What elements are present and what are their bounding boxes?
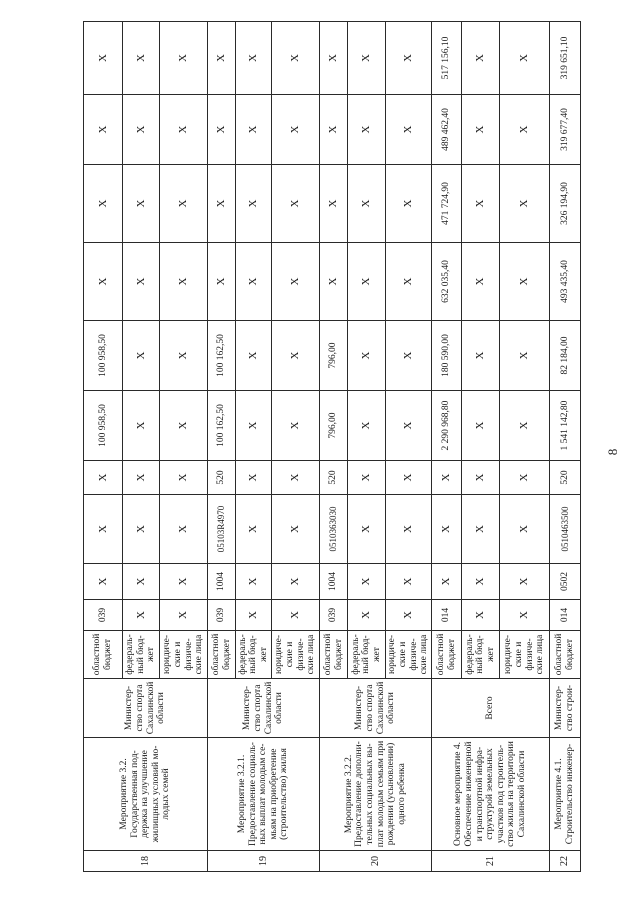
table-row bbox=[550, 22, 581, 872]
table-cell: X bbox=[272, 165, 320, 243]
table-cell: X bbox=[236, 391, 272, 461]
table-cell: 039 bbox=[84, 600, 123, 631]
table-cell: 0502 bbox=[550, 564, 581, 600]
table-cell: X bbox=[84, 495, 123, 564]
table-cell: X bbox=[348, 391, 386, 461]
table-cell: X bbox=[236, 95, 272, 165]
budget-table-frame bbox=[83, 22, 575, 872]
table-cell: X bbox=[462, 22, 500, 95]
table-cell: X bbox=[84, 22, 123, 95]
table-cell: 520 bbox=[320, 461, 348, 495]
table-cell: X bbox=[236, 243, 272, 321]
table-cell: X bbox=[386, 22, 432, 95]
funding-source: областной бюджет bbox=[208, 631, 236, 679]
table-cell: X bbox=[500, 243, 550, 321]
table-cell: X bbox=[236, 564, 272, 600]
funding-source: областной бюджет bbox=[320, 631, 348, 679]
table-row bbox=[208, 22, 236, 872]
table-cell: 100 162,50 bbox=[208, 391, 236, 461]
measure-name: Мероприятие 3.2. Государственная под-держка на улучшение жилищных условий мо-лодых семей bbox=[84, 738, 208, 851]
table-cell: X bbox=[500, 564, 550, 600]
table-cell: X bbox=[462, 495, 500, 564]
table-cell: 180 590,00 bbox=[432, 321, 462, 391]
table-cell: 520 bbox=[208, 461, 236, 495]
funding-source: федераль-ный бюд-жет bbox=[348, 631, 386, 679]
table-cell: X bbox=[160, 564, 208, 600]
measure-name: Мероприятие 4.1. Строительство инженер- bbox=[550, 738, 581, 851]
table-cell: 632 035,40 bbox=[432, 243, 462, 321]
funding-source: областной бюджет bbox=[84, 631, 123, 679]
table-cell: X bbox=[160, 165, 208, 243]
table-cell: X bbox=[272, 495, 320, 564]
table-cell: X bbox=[432, 564, 462, 600]
table-cell: X bbox=[84, 95, 123, 165]
table-cell: X bbox=[84, 461, 123, 495]
table-row bbox=[432, 22, 462, 872]
table-cell: X bbox=[160, 600, 208, 631]
table-cell: 100 958,50 bbox=[84, 321, 123, 391]
table-cell: X bbox=[123, 95, 160, 165]
table-cell: 039 bbox=[320, 600, 348, 631]
table-cell: 0510463500 bbox=[550, 495, 581, 564]
funding-source: федераль-ный бюд-жет bbox=[236, 631, 272, 679]
responsible-executor: Министер-ство спорта Сахалинской области bbox=[208, 679, 320, 738]
table-cell: X bbox=[208, 95, 236, 165]
funding-source: федераль-ный бюд-жет bbox=[462, 631, 500, 679]
measure-name: Мероприятие 3.2.1. Предоставление социаль-ных выплат молодым се-мьям на приобретение (строительство) жилья bbox=[208, 738, 320, 851]
table-cell: X bbox=[386, 95, 432, 165]
table-cell: X bbox=[236, 600, 272, 631]
table-cell: X bbox=[123, 600, 160, 631]
funding-source: юридиче-ские и физиче-ские лица bbox=[500, 631, 550, 679]
table-cell: 796,00 bbox=[320, 391, 348, 461]
table-cell: X bbox=[386, 564, 432, 600]
table-cell: X bbox=[500, 165, 550, 243]
table-cell: X bbox=[348, 22, 386, 95]
responsible-executor: Министер-ство спорта Сахалинской области bbox=[320, 679, 432, 738]
table-cell: 05103R4970 bbox=[208, 495, 236, 564]
row-number: 21 bbox=[432, 851, 550, 872]
budget-table bbox=[83, 21, 581, 872]
table-cell: X bbox=[123, 461, 160, 495]
table-cell: X bbox=[123, 243, 160, 321]
row-number: 18 bbox=[84, 851, 208, 872]
table-cell: X bbox=[500, 391, 550, 461]
table-cell: X bbox=[432, 495, 462, 564]
table-cell: 471 724,90 bbox=[432, 165, 462, 243]
table-cell: X bbox=[500, 600, 550, 631]
table-cell: 1 541 142,80 bbox=[550, 391, 581, 461]
table-cell: X bbox=[462, 391, 500, 461]
table-cell: X bbox=[348, 165, 386, 243]
table-cell: 1004 bbox=[208, 564, 236, 600]
measure-name: Мероприятие 3.2.2. Предоставление дополни-тельных социальных вы-плат молодым семьям при рождении (усыновлении) одного ребенка bbox=[320, 738, 432, 851]
table-cell: 82 184,00 bbox=[550, 321, 581, 391]
table-cell: X bbox=[386, 165, 432, 243]
table-cell: X bbox=[123, 321, 160, 391]
table-cell: X bbox=[386, 321, 432, 391]
table-cell: X bbox=[272, 564, 320, 600]
table-cell: X bbox=[208, 243, 236, 321]
table-cell: 039 bbox=[208, 600, 236, 631]
responsible-executor: Министер-ство строи- bbox=[550, 679, 581, 738]
table-cell: 493 435,40 bbox=[550, 243, 581, 321]
table-cell: 517 156,10 bbox=[432, 22, 462, 95]
table-cell: X bbox=[320, 243, 348, 321]
table-cell: X bbox=[462, 165, 500, 243]
table-cell: X bbox=[160, 391, 208, 461]
table-cell: 1004 bbox=[320, 564, 348, 600]
table-cell: X bbox=[160, 22, 208, 95]
row-number: 19 bbox=[208, 851, 320, 872]
table-cell: X bbox=[160, 95, 208, 165]
table-cell: X bbox=[462, 600, 500, 631]
table-cell: X bbox=[320, 22, 348, 95]
funding-source: областной бюджет bbox=[432, 631, 462, 679]
table-cell: X bbox=[500, 495, 550, 564]
funding-source: юридиче-ские и физиче-ские лица bbox=[386, 631, 432, 679]
table-cell: X bbox=[236, 22, 272, 95]
table-cell: X bbox=[208, 165, 236, 243]
page-number: 8 bbox=[605, 448, 620, 456]
table-cell: 796,00 bbox=[320, 321, 348, 391]
table-cell: X bbox=[123, 564, 160, 600]
table-cell: X bbox=[272, 243, 320, 321]
table-cell: X bbox=[236, 321, 272, 391]
table-cell: X bbox=[462, 461, 500, 495]
table-cell: 014 bbox=[432, 600, 462, 631]
table-cell: 0510363030 bbox=[320, 495, 348, 564]
table-cell: X bbox=[348, 495, 386, 564]
table-cell: X bbox=[236, 461, 272, 495]
table-cell: X bbox=[160, 495, 208, 564]
table-cell: X bbox=[386, 600, 432, 631]
table-cell: X bbox=[320, 95, 348, 165]
table-cell: X bbox=[84, 165, 123, 243]
table-cell: X bbox=[160, 243, 208, 321]
table-cell: X bbox=[348, 321, 386, 391]
table-cell: X bbox=[272, 391, 320, 461]
table-cell: X bbox=[348, 600, 386, 631]
table-cell: X bbox=[386, 461, 432, 495]
table-cell: X bbox=[272, 600, 320, 631]
table-cell: X bbox=[160, 461, 208, 495]
table-cell: X bbox=[123, 495, 160, 564]
table-cell: X bbox=[348, 564, 386, 600]
table-cell: 2 290 968,80 bbox=[432, 391, 462, 461]
table-cell: 319 677,40 bbox=[550, 95, 581, 165]
table-cell: X bbox=[348, 243, 386, 321]
table-cell: 100 958,50 bbox=[84, 391, 123, 461]
funding-source: федераль-ный бюд-жет bbox=[123, 631, 160, 679]
table-cell: X bbox=[272, 95, 320, 165]
responsible-executor: Всего bbox=[432, 679, 550, 738]
table-row bbox=[84, 22, 123, 872]
table-cell: X bbox=[123, 391, 160, 461]
table-cell: X bbox=[432, 461, 462, 495]
table-cell: X bbox=[386, 391, 432, 461]
table-cell: X bbox=[462, 321, 500, 391]
funding-source: областной бюджет bbox=[550, 631, 581, 679]
table-cell: X bbox=[386, 243, 432, 321]
table-cell: 489 462,40 bbox=[432, 95, 462, 165]
table-cell: X bbox=[386, 495, 432, 564]
table-cell: X bbox=[320, 165, 348, 243]
table-cell: 100 162,50 bbox=[208, 321, 236, 391]
table-cell: X bbox=[123, 165, 160, 243]
table-cell: 014 bbox=[550, 600, 581, 631]
table-cell: X bbox=[236, 495, 272, 564]
table-cell: X bbox=[272, 321, 320, 391]
table-cell: 326 194,90 bbox=[550, 165, 581, 243]
table-row bbox=[320, 22, 348, 872]
table-cell: X bbox=[236, 165, 272, 243]
measure-name: Основное мероприятие 4. Обеспечение инженерной и транспортной инфра-структурой земельных участков под строитель-ство жилья на территории Сахалинской области bbox=[432, 738, 550, 851]
table-cell: X bbox=[500, 321, 550, 391]
table-cell: X bbox=[84, 243, 123, 321]
table-cell: X bbox=[160, 321, 208, 391]
table-cell: X bbox=[84, 564, 123, 600]
table-cell: 520 bbox=[550, 461, 581, 495]
table-cell: X bbox=[462, 243, 500, 321]
table-cell: X bbox=[123, 22, 160, 95]
table-cell: X bbox=[462, 95, 500, 165]
table-cell: X bbox=[272, 461, 320, 495]
table-cell: X bbox=[500, 461, 550, 495]
table-cell: X bbox=[208, 22, 236, 95]
table-cell: X bbox=[348, 461, 386, 495]
table-cell: X bbox=[348, 95, 386, 165]
row-number: 20 bbox=[320, 851, 432, 872]
funding-source: юридиче-ские и физиче-ские лица bbox=[160, 631, 208, 679]
table-cell: X bbox=[500, 95, 550, 165]
table-cell: X bbox=[462, 564, 500, 600]
table-cell: 319 651,10 bbox=[550, 22, 581, 95]
table-cell: X bbox=[272, 22, 320, 95]
funding-source: юридиче-ские и физиче-ские лица bbox=[272, 631, 320, 679]
row-number: 22 bbox=[550, 851, 581, 872]
responsible-executor: Министер-ство спорта Сахалинской области bbox=[84, 679, 208, 738]
table-cell: X bbox=[500, 22, 550, 95]
